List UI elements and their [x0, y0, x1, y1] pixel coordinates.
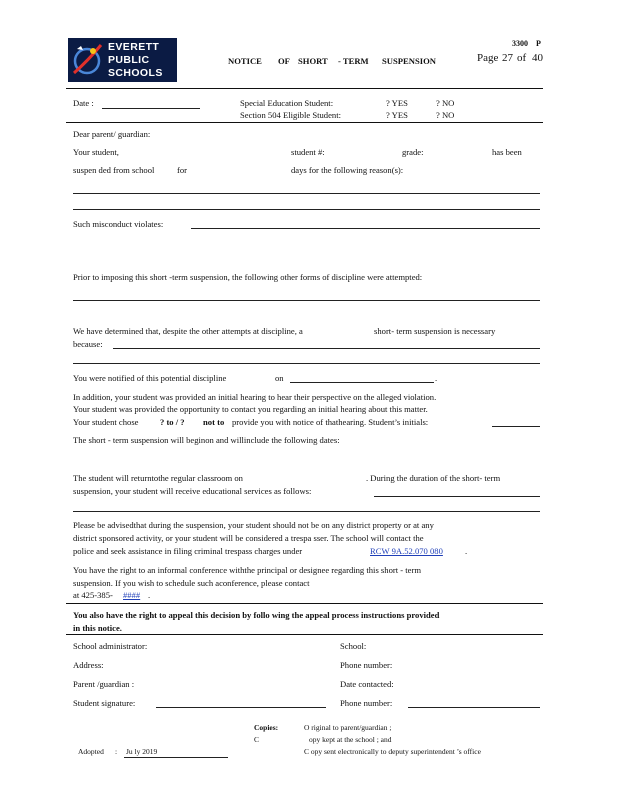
copies-label: Copies:: [254, 723, 279, 732]
district-logo: [68, 38, 177, 82]
notified-end: .: [435, 373, 438, 383]
because-line-1[interactable]: [113, 348, 540, 349]
title-word-3: SHORT: [298, 56, 328, 66]
page-total: 40: [532, 52, 543, 64]
header-rule: [66, 88, 543, 89]
appeal-line-2: in this notice.: [73, 623, 122, 633]
suspended-text: suspen ded from school: [73, 165, 155, 175]
policy-number: 3300: [512, 39, 528, 48]
reason-line-2[interactable]: [73, 209, 540, 210]
student-number-label: student #:: [291, 147, 325, 157]
advised-line-1: Please be advisedthat during the suspension, your student should not be on any district property or at any: [73, 520, 434, 530]
phone-label-2: Phone number:: [340, 698, 393, 708]
page-number: 27: [502, 52, 513, 64]
notified-date-line[interactable]: [290, 382, 434, 383]
section-rule: [66, 122, 543, 123]
title-word-4: - TERM: [338, 56, 369, 66]
not-to-label: not to: [203, 417, 225, 427]
special-ed-yes[interactable]: ? YES: [386, 98, 408, 108]
section504-label: Section 504 Eligible Student:: [240, 110, 341, 120]
special-ed-no[interactable]: ? NO: [436, 98, 455, 108]
section504-yes[interactable]: ? YES: [386, 110, 408, 120]
suspension-begin-text: The short - term suspension will beginon and willinclude the following dates:: [73, 435, 340, 445]
title-word-1: NOTICE: [228, 56, 262, 66]
notified-text: You were notified of this potential discipline: [73, 373, 227, 383]
notice-hearing-text: provide you with notice of thathearing. Student’s initials:: [232, 417, 429, 427]
logo-text-line2: PUBLIC: [108, 54, 150, 66]
title-word-2: OF: [278, 56, 290, 66]
misconduct-line[interactable]: [191, 228, 540, 229]
student-signature-label: Student signature:: [73, 698, 136, 708]
advised-line-3: police and seek assistance in filing criminal trespass charges under: [73, 546, 303, 556]
conference-line-2: suspension. If you wish to schedule such aconference, please contact: [73, 578, 310, 588]
address-label: Address:: [73, 660, 104, 670]
page-label: Page: [477, 52, 499, 64]
hearing-line-1: In addition, your student was provided an initial hearing to hear their perspective on the alleged violation.: [73, 392, 437, 402]
notified-on-label: on: [275, 373, 284, 383]
contact-number[interactable]: ####: [123, 590, 141, 600]
services-text: suspension, your student will receive educational services as follows:: [73, 486, 312, 496]
rcw-link[interactable]: RCW 9A.52.070 080: [370, 546, 443, 556]
services-line-1[interactable]: [374, 496, 540, 497]
parent-guardian-label: Parent /guardian :: [73, 679, 135, 689]
services-line-2[interactable]: [73, 511, 540, 512]
special-ed-label: Special Education Student:: [240, 98, 334, 108]
globe-icon: [71, 41, 103, 79]
dear-line: Dear parent/ guardian:: [73, 129, 151, 139]
prior-discipline-text: Prior to imposing this short -term suspension, the following other forms of discipline were attempted:: [73, 272, 423, 282]
copy-line-2: opy kept at the school ; and: [309, 735, 392, 744]
date-field[interactable]: [102, 108, 200, 109]
duration-text: . During the duration of the short- term: [366, 473, 501, 483]
student-chose-label: Your student chose: [73, 417, 139, 427]
school-admin-label: School administrator:: [73, 641, 148, 651]
has-been-text: has been: [492, 147, 522, 157]
conference-rule: [66, 603, 543, 604]
rcw-end: .: [465, 546, 468, 556]
adopted-separator: :: [115, 747, 118, 756]
logo-text-line3: SCHOOLS: [108, 67, 163, 79]
misconduct-label: Such misconduct violates:: [73, 219, 164, 229]
days-for-text: days for the following reason(s):: [291, 165, 404, 175]
return-text: The student will returntothe regular classroom on: [73, 473, 243, 483]
appeal-line-1: You also have the right to appeal this decision by follo wing the appeal process instructions provided: [73, 610, 440, 620]
adopted-underline: [124, 757, 228, 758]
initials-line[interactable]: [492, 426, 540, 427]
conference-line-3: at 425-385-: [73, 590, 113, 600]
adopted-date: Ju ly 2019: [126, 747, 158, 756]
phone-line-2[interactable]: [408, 707, 540, 708]
because-label: because:: [73, 339, 103, 349]
conference-line-1: You have the right to an informal conference withthe principal or designee regarding this short - term: [73, 565, 422, 575]
copies-c-letter: C: [254, 735, 260, 744]
necessary-text: short- term suspension is necessary: [374, 326, 496, 336]
hearing-line-2: Your student was provided the opportunity to contact you regarding an initial hearing about this matter.: [73, 404, 428, 414]
title-word-5: SUSPENSION: [382, 56, 436, 66]
page-of: of: [517, 52, 527, 64]
because-line-2[interactable]: [73, 363, 540, 364]
reason-line-1[interactable]: [73, 193, 540, 194]
student-signature-line[interactable]: [156, 707, 326, 708]
date-contacted-label: Date contacted:: [340, 679, 394, 689]
advised-line-2: district sponsored activity, or your student will be considered a trespa sser. The school will contact the: [73, 533, 424, 543]
date-label: Date :: [73, 98, 94, 108]
adopted-label: Adopted: [78, 747, 104, 756]
to-not-to-checkboxes[interactable]: ? to / ?: [160, 417, 185, 427]
policy-suffix: P: [536, 39, 541, 48]
school-label: School:: [340, 641, 367, 651]
logo-text-line1: EVERETT: [108, 41, 160, 53]
appeal-rule: [66, 634, 543, 635]
prior-discipline-line[interactable]: [73, 300, 540, 301]
grade-label: grade:: [402, 147, 424, 157]
conference-end: .: [148, 590, 151, 600]
phone-label-1: Phone number:: [340, 660, 393, 670]
for-text: for: [177, 165, 188, 175]
section504-no[interactable]: ? NO: [436, 110, 455, 120]
your-student-label: Your student,: [73, 147, 119, 157]
determined-text: We have determined that, despite the other attempts at discipline, a: [73, 326, 303, 336]
copy-line-3: C opy sent electronically to deputy superintendent ’s office: [304, 747, 481, 756]
copy-line-1: O riginal to parent/guardian ;: [304, 723, 392, 732]
